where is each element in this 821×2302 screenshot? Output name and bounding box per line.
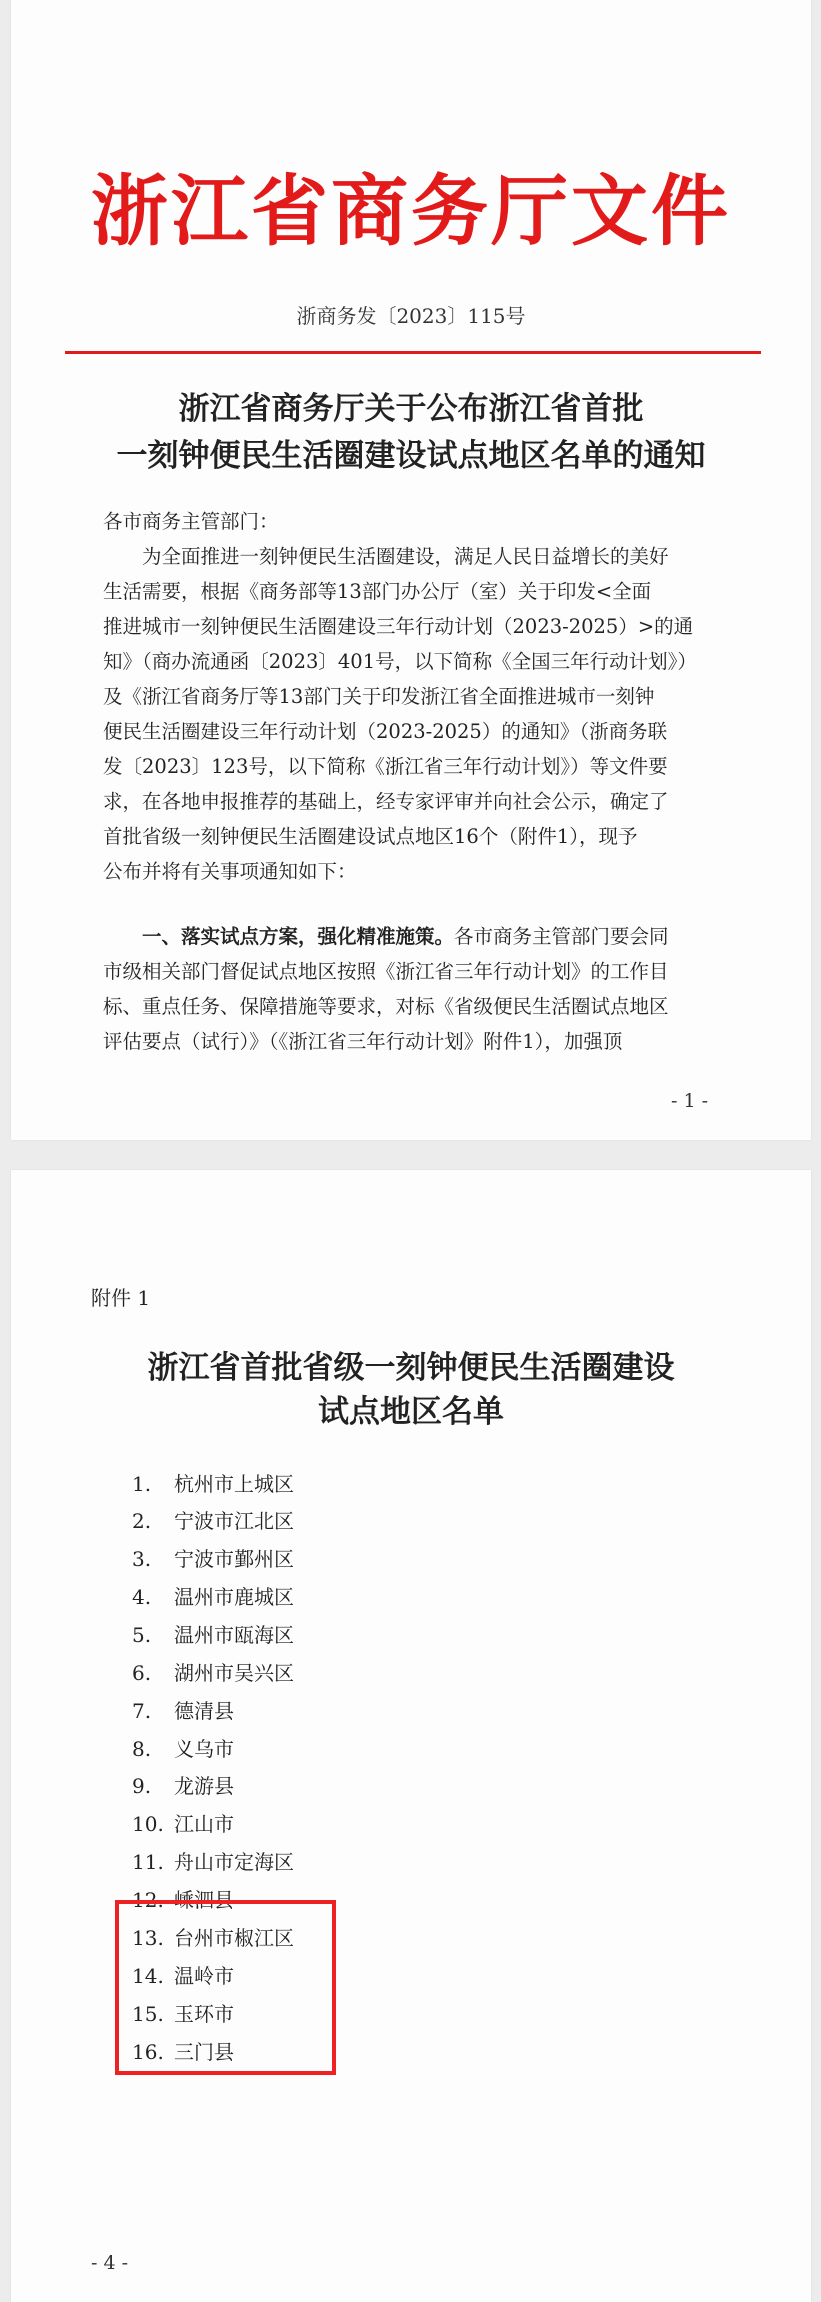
red-divider-line <box>65 351 761 354</box>
list-item <box>132 1733 234 1763</box>
body-line: 生活需要，根据《商务部等13部门办公厅（室）关于印发<全面 <box>103 580 652 603</box>
list-item-number: 4. <box>132 1585 152 1609</box>
body-line: 推进城市一刻钟便民生活圈建设三年行动计划（2023-2025）>的通 <box>103 615 694 638</box>
section-1-continuation: 各市商务主管部门要会同 <box>454 925 669 948</box>
list-item-number: 11. <box>132 1850 164 1874</box>
document-page-4 <box>11 1170 811 2302</box>
list-item-number: 8. <box>132 1737 152 1761</box>
body-line: 及《浙江省商务厅等13部门关于印发浙江省全面推进城市一刻钟 <box>103 685 655 708</box>
list-item-number: 5. <box>132 1623 152 1647</box>
section-1-body-line: 评估要点（试行）》（《浙江省三年行动计划》附件1），加强顶 <box>103 1030 623 1053</box>
page-number: - 4 - <box>91 2252 129 2274</box>
body-line: 为全面推进一刻钟便民生活圈建设，满足人民日益增长的美好 <box>103 545 669 568</box>
list-item <box>132 1657 294 1687</box>
list-item-name: 义乌市 <box>174 1737 234 1761</box>
page-number: - 1 - <box>671 1090 709 1112</box>
list-item-name: 三门县 <box>174 2040 234 2064</box>
list-item-number: 9. <box>132 1774 152 1798</box>
list-item <box>132 1581 294 1611</box>
list-item-name: 江山市 <box>174 1812 234 1836</box>
body-line: 首批省级一刻钟便民生活圈建设试点地区16个（附件1），现予 <box>103 825 638 848</box>
list-item-number: 6. <box>132 1661 152 1685</box>
document-page-1 <box>11 0 811 1140</box>
list-item <box>132 1695 234 1725</box>
list-item-name: 温岭市 <box>174 1964 234 1988</box>
list-item-number: 15. <box>132 2002 164 2026</box>
list-item <box>132 1808 234 1838</box>
body-line: 发〔2023〕123号，以下简称《浙江省三年行动计划》）等文件要 <box>103 755 668 778</box>
list-item-name: 玉环市 <box>174 2002 234 2026</box>
document-header-title: 浙江省商务厅文件 <box>91 168 731 257</box>
list-item-name: 龙游县 <box>174 1774 234 1798</box>
section-1-heading: 一、落实试点方案，强化精准施策。 <box>103 925 455 948</box>
list-item-name: 舟山市定海区 <box>174 1850 294 1874</box>
list-item-number: 3. <box>132 1547 152 1571</box>
list-item-name: 宁波市江北区 <box>174 1509 294 1533</box>
list-item-name: 台州市椒江区 <box>174 1926 294 1950</box>
red-highlight-box <box>115 1900 336 2075</box>
body-line: 便民生活圈建设三年行动计划（2023-2025）的通知》（浙商务联 <box>103 720 668 743</box>
list-item-name: 温州市鹿城区 <box>174 1585 294 1609</box>
list-item-name: 温州市瓯海区 <box>174 1623 294 1647</box>
salutation: 各市商务主管部门： <box>103 510 279 533</box>
notice-title-line-1: 浙江省商务厅关于公布浙江省首批 <box>178 391 644 427</box>
body-line: 知》（商办流通函〔2023〕401号，以下简称《全国三年行动计划》） <box>103 650 697 673</box>
list-item <box>132 1619 294 1649</box>
list-item <box>132 1468 294 1498</box>
list-item-number: 2. <box>132 1509 152 1533</box>
list-item <box>132 1770 234 1800</box>
document-number: 浙商务发〔2023〕115号 <box>296 304 526 328</box>
section-1-body-line: 标、重点任务、保障措施等要求，对标《省级便民生活圈试点地区 <box>103 995 669 1018</box>
notice-title-line-2: 一刻钟便民生活圈建设试点地区名单的通知 <box>116 438 706 474</box>
section-1-body-line: 市级相关部门督促试点地区按照《浙江省三年行动计划》的工作目 <box>103 960 669 983</box>
list-item <box>132 1846 294 1876</box>
list-item-number: 12. <box>132 1888 164 1912</box>
list-item <box>132 1543 294 1573</box>
list-item-number: 1. <box>132 1472 152 1496</box>
list-item-name: 嵊泗县 <box>174 1888 234 1912</box>
list-item-name: 宁波市鄞州区 <box>174 1547 294 1571</box>
body-line: 公布并将有关事项通知如下： <box>103 860 357 883</box>
list-item <box>132 1505 294 1535</box>
list-title-line-1: 浙江省首批省级一刻钟便民生活圈建设 <box>147 1350 675 1386</box>
list-item-number: 14. <box>132 1964 164 1988</box>
list-item-name: 德清县 <box>174 1699 234 1723</box>
list-item-number: 10. <box>132 1812 164 1836</box>
list-item-number: 7. <box>132 1699 152 1723</box>
list-item-name: 湖州市吴兴区 <box>174 1661 294 1685</box>
attachment-label: 附件 1 <box>91 1286 151 1310</box>
list-item-number: 16. <box>132 2040 164 2064</box>
list-title-line-2: 试点地区名单 <box>318 1394 504 1430</box>
list-item-name: 杭州市上城区 <box>174 1472 294 1496</box>
section-1-line <box>103 921 669 949</box>
body-line: 求，在各地申报推荐的基础上，经专家评审并向社会公示，确定了 <box>103 790 669 813</box>
list-item-number: 13. <box>132 1926 164 1950</box>
